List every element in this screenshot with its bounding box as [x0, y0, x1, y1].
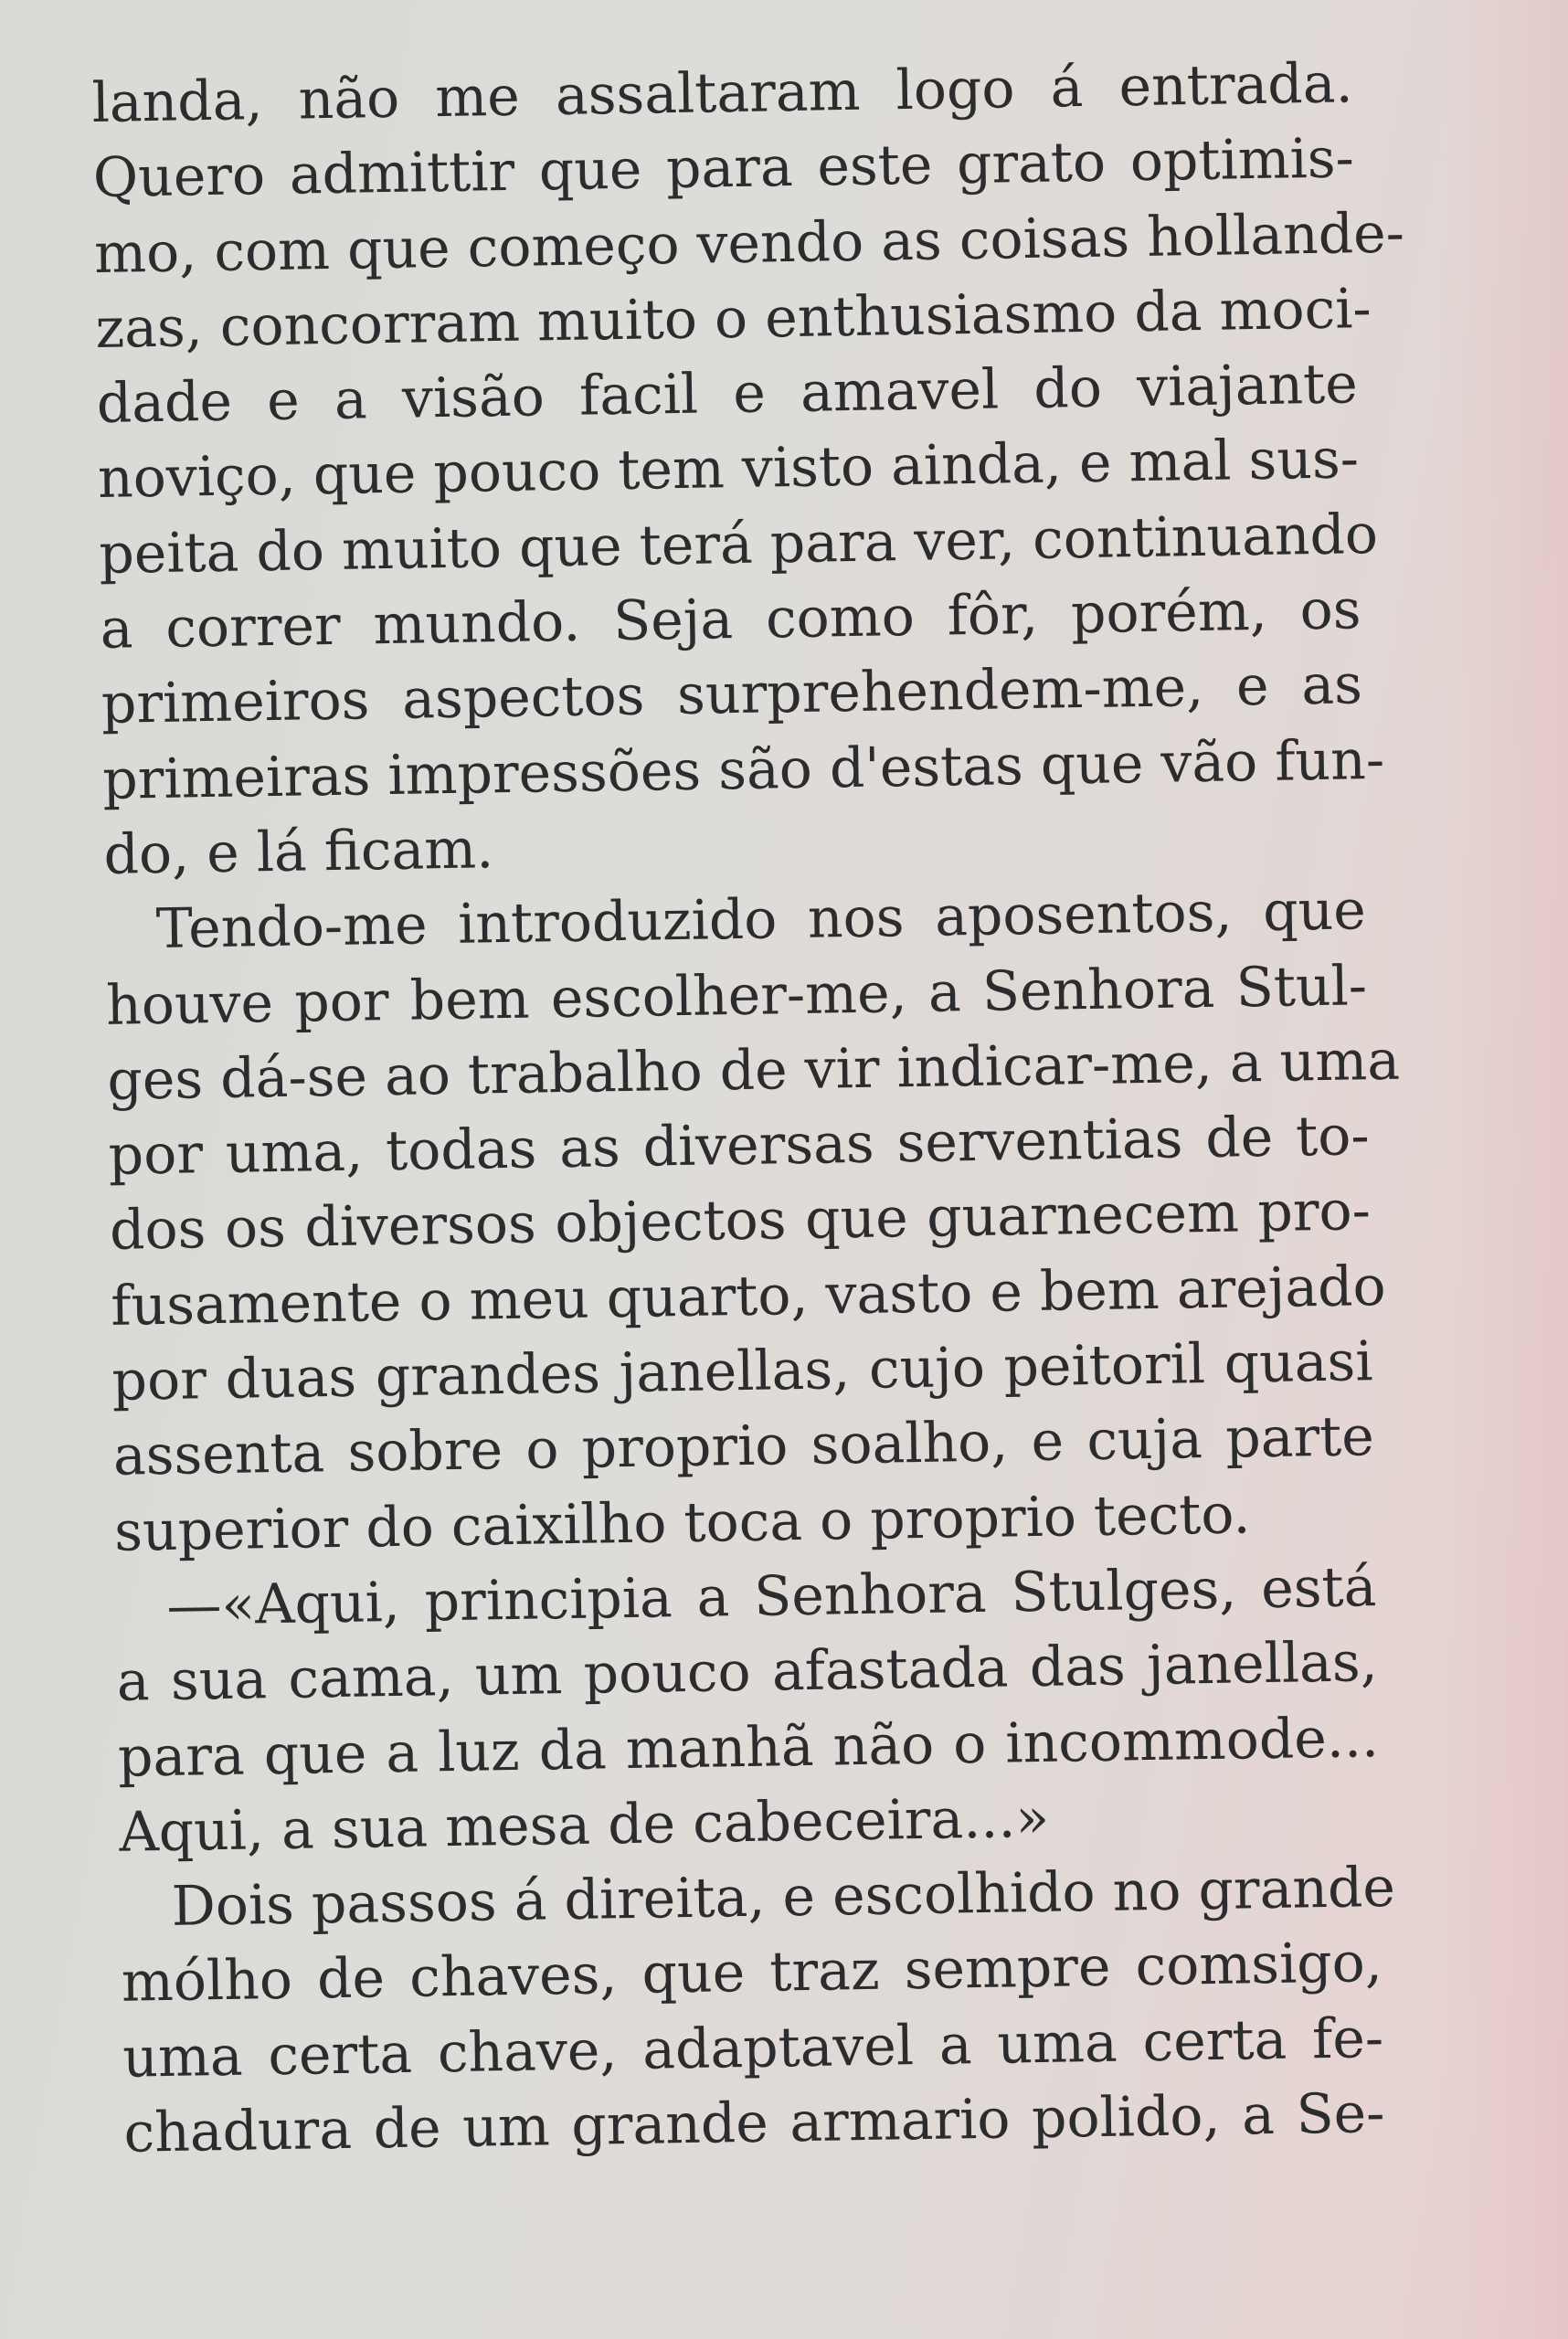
text-line: por uma, todas as diversas serventias de to- — [108, 1104, 1371, 1189]
text-line: landa, não me assaltaram logo á entrada. — [91, 51, 1354, 135]
text-line: —«Aqui, principia a Senhora Stulges, está — [165, 1555, 1377, 1638]
page-edge-shadow — [1440, 0, 1568, 2339]
text-line: Quero admittir que para este grato optimis- — [92, 126, 1355, 211]
text-line: ges dá-se ao trabalho de vir indicar-me, a uma — [106, 1028, 1401, 1113]
text-line: noviço, que pouco tem visto ainda, e mal sus- — [97, 427, 1360, 512]
text-line: uma certa chave, adaptavel a uma certa fe- — [122, 2006, 1384, 2090]
text-line: para que a luz da manhã não o incommode... — [117, 1705, 1380, 1790]
text-line: a sua cama, um pouco afastada das janellas, — [116, 1630, 1379, 1715]
paragraph-1 — [91, 46, 1405, 893]
text-line: Dois passos á direita, e escolhido no grande — [171, 1855, 1396, 1939]
text-line: por duas grandes janellas, cujo peitoril quasi — [111, 1329, 1373, 1413]
text-line: superior do caixilho toca o proprio tecto. — [113, 1481, 1251, 1564]
text-line: Tendo-me introduzido nos aposentos, que — [155, 878, 1367, 962]
text-line: dade e a visão facil e amavel do viajante — [96, 352, 1359, 437]
text-line: do, e lá ficam. — [103, 817, 494, 887]
text-line: mo, com que começo vendo as coisas hollande- — [93, 201, 1405, 286]
text-line: peita do muito que terá para ver, continuando — [98, 502, 1379, 587]
text-line: assenta sobre o proprio soalho, e cuja parte — [112, 1404, 1375, 1489]
text-line: dos os diversos objectos que guarnecem pro- — [109, 1179, 1372, 1264]
text-line: mólho de chaves, que traz sempre comsigo, — [121, 1931, 1383, 2016]
text-line: zas, concorram muito o enthusiasmo da moci- — [94, 276, 1372, 361]
book-page-text — [91, 46, 1405, 2171]
text-line: fusamente o meu quarto, vasto e bem arejado — [110, 1254, 1387, 1339]
text-line: primeiras impressões são d'estas que vão fun- — [101, 727, 1385, 812]
text-line: Aqui, a sua mesa de cabeceira...» — [118, 1785, 1050, 1865]
text-line: a correr mundo. Seja como fôr, porém, os — [100, 577, 1362, 661]
text-line: houve por bem escolher-me, a Senhora Stul- — [105, 953, 1368, 1038]
text-line: chadura de um grande armario polido, a Se- — [122, 2081, 1385, 2165]
paragraph-2 — [104, 873, 1401, 1569]
paragraph-4 — [120, 1850, 1396, 2171]
paragraph-3 — [115, 1550, 1381, 1870]
text-line: primeiros aspectos surprehendem-me, e as — [101, 652, 1363, 737]
